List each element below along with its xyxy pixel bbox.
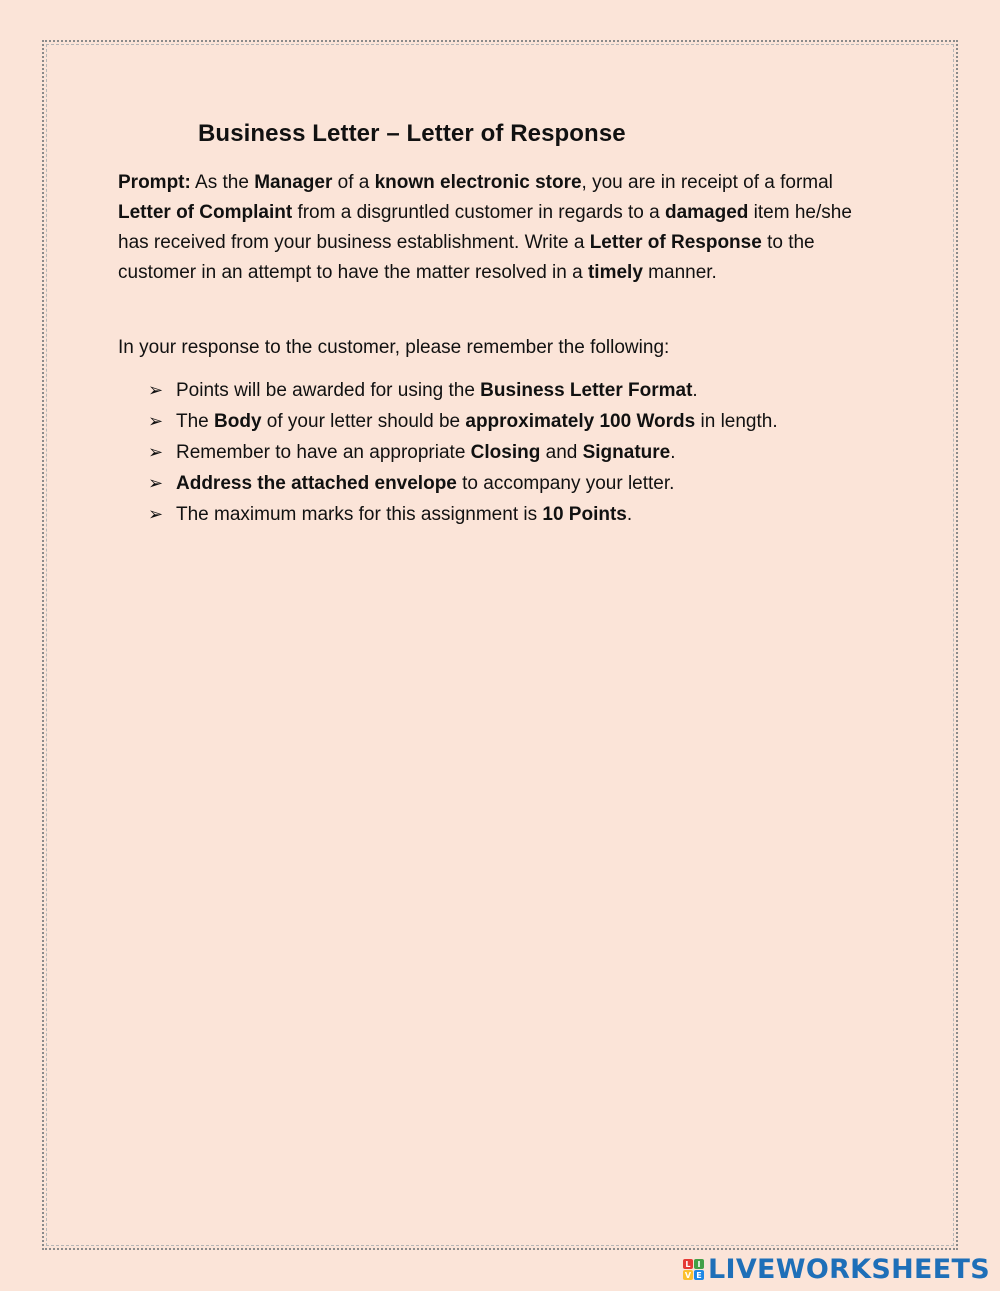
logo-letter: L (683, 1259, 693, 1269)
page-title: Business Letter – Letter of Response (198, 120, 626, 147)
prompt-text: , you are in receipt of a formal (581, 172, 833, 193)
list-item-text (176, 438, 676, 468)
prompt-text: item he/she has received from your business establishment. Write a (118, 202, 852, 253)
item-bold: Address the attached envelope (176, 473, 457, 494)
prompt-text: manner. (642, 262, 717, 283)
prompt-bold: Letter of Response (589, 232, 762, 253)
list-item (148, 437, 778, 468)
logo-letter: V (684, 1270, 692, 1280)
logo-letter: I (694, 1259, 704, 1269)
arrow-bullet-icon: ➢ (148, 380, 164, 400)
list-item-text (176, 469, 674, 499)
list-item-text (176, 407, 778, 437)
item-text: Points will be awarded for using the (176, 380, 481, 401)
prompt-label: Prompt: (118, 172, 191, 193)
item-bold: Closing (470, 442, 541, 463)
prompt-text: from a disgruntled customer in regards to a (292, 202, 665, 223)
prompt-text: to the customer in an attempt to have the matter resolved in a (118, 232, 815, 283)
liveworksheets-logo[interactable] (683, 1254, 990, 1285)
list-item (148, 375, 778, 406)
prompt-text: of a (332, 172, 375, 193)
arrow-bullet-icon: ➢ (148, 473, 164, 493)
prompt-paragraph (118, 168, 878, 288)
item-text: The (176, 411, 215, 432)
arrow-bullet-icon: ➢ (148, 504, 164, 524)
item-bold: Business Letter Format (480, 380, 693, 401)
liveworksheets-logo-icon (683, 1259, 704, 1280)
item-bold: Body (214, 411, 262, 432)
item-text: . (692, 380, 698, 401)
item-text: . (626, 504, 633, 525)
prompt-bold: Manager (254, 172, 333, 193)
item-text: of your letter should be (261, 411, 466, 432)
item-text: The maximum marks for this assignment is (176, 504, 543, 525)
list-item (148, 499, 778, 530)
list-item (148, 406, 778, 437)
item-bold: 10 Points (542, 504, 627, 525)
prompt-bold: damaged (664, 202, 749, 223)
list-item (148, 468, 778, 499)
logo-letter: E (694, 1270, 704, 1280)
item-text: to accompany your letter. (456, 473, 675, 494)
list-item-text (176, 376, 698, 406)
prompt-bold: Letter of Complaint (118, 202, 293, 223)
list-item-text (176, 500, 632, 530)
arrow-bullet-icon: ➢ (148, 411, 164, 431)
requirements-list (148, 375, 778, 530)
item-text: and (540, 442, 583, 463)
prompt-text: As the (190, 172, 255, 193)
prompt-bold: known electronic store (374, 172, 582, 193)
item-bold: approximately 100 Words (465, 411, 696, 432)
item-bold: Signature (582, 442, 671, 463)
item-text: in length. (695, 411, 778, 432)
prompt-bold: timely (587, 262, 643, 283)
item-text: Remember to have an appropriate (176, 442, 471, 463)
instructions-intro: In your response to the customer, please remember the following: (118, 337, 670, 358)
logo-text: LIVEWORKSHEETS (707, 1254, 990, 1285)
arrow-bullet-icon: ➢ (148, 442, 164, 462)
item-text: . (670, 442, 676, 463)
